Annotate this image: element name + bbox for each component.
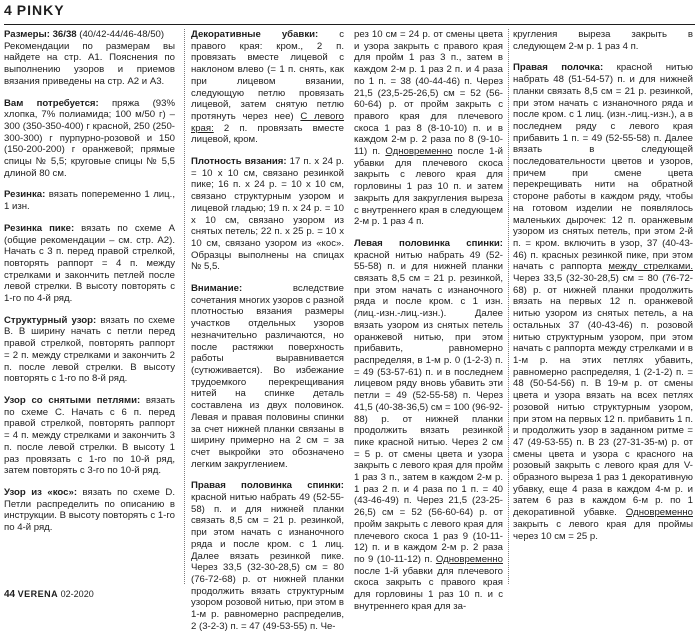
column-3 [354, 29, 503, 612]
pique-heading: Резинка пике: [4, 222, 75, 234]
column-divider [184, 29, 185, 584]
structure-text: вязать по схеме B. В ширину начать с петли перед правой стрелкой, повторять раппорт = 2 п. между стрелками и закончить 2 п. после левой стрелки. В высоту повторять с 1-го по 8-й ряд. [4, 314, 175, 385]
column-2 [191, 29, 345, 632]
rib-section [4, 189, 175, 212]
magazine-name: VERENA [17, 589, 59, 599]
between-arrows-label: между стрелками. [608, 261, 693, 273]
simultaneously-label: Одновременно [385, 146, 453, 158]
right-back-text: красной нитью набрать 49 (52-55-58) п. и для нижней планки связать 8,5 см = 21 р. резинкой, при этом начать с изнаночного ряда и после кром. с 1 лиц. Далее вязать резинкой пике. Через 33,5 (32-30-28,5) см = 80 (76-72-68) р. от нижней планки продолжить вязать структурным узором розовой нитью, при этом в 1-м р. равномерно распределив, 2 (3-2-3) п. = 47 (49-53-55) п. Че- [191, 492, 344, 632]
pattern-number: 4 [4, 2, 13, 18]
materials-text: пряжа (93% хлопка, 7% полиамида; 100 м/50 г) – 300 (350-350-400) г красной, 250 (250-300-300) г пурпурно-розовой и 150 (150-200-200) г оранжевой; прямые спицы № 5,5; круговые спицы № 5,5 длиной 80 см. [4, 97, 175, 179]
left-back-section [354, 238, 503, 613]
slip-section [4, 395, 175, 477]
column-1 [4, 29, 175, 589]
gauge-heading: Плотность вязания: [191, 156, 287, 168]
cable-heading: Узор из «кос»: [4, 486, 78, 498]
left-back-heading: Левая половинка спинки: [354, 237, 503, 249]
issue-number: 02-2020 [60, 589, 94, 599]
page-header [4, 2, 695, 26]
materials-heading: Вам потребуется: [4, 97, 99, 109]
page-number: 44 [4, 589, 16, 600]
rib-heading: Резинка: [4, 189, 46, 201]
page-footer [4, 589, 94, 600]
pattern-title: PINKY [16, 2, 65, 18]
attention-heading: Внимание: [191, 283, 243, 295]
sizes-values: (40/42-44/46-48/50) [76, 29, 165, 40]
slip-heading: Узор со снятыми петлями: [4, 394, 141, 406]
sizes-note: Рекомендации по размерам вы найдете на стр. A1. Пояснения по выполнению узоров и приемов вязания приведены на стр. A2 и A3. [4, 40, 175, 87]
decrease-left-label: С левого края: [191, 110, 344, 134]
right-front-text-2: Через 33,5 (32-30-28,5) см = 80 (76-72-68) р. от нижней планки продолжить вязать на первых 12 п. оранжевой нитью узором из снятых петель, а на остальных 37 (40-43-46) п. розовой нитью структурным узором, при этом начать с раппорта между стрелками и в 1-м р. на этих петлях убавить, равномерно распределяя, 1 (2-1-2) п. = 48 (50-54-56) п. В 19-м р. от смены цвета и узора вязать на всех петлях розовой нитью структурным узором, при этом на первых 12 п. прибавить 1 п. и продолжить узор в заданном ритме = 47 (49-53-55) п. В 23 (27-31-35-м) р. от смены цвета и узора с красного на розовый закрыть с левого края для V-образного выреза 1 раз 1 декоративную убавку, еще 4 раза в каждом 4-м р. и затем 6 раз в каждом 6-м р. по 1 декоративной убавке. [513, 273, 693, 519]
left-back-text: красной нитью набрать 49 (52-55-58) п. и для нижней планки связать 8,5 см = 21 р. резинкой, при этом начать с изнаночного ряда и после кром. с 1 изн. (лиц.-изн.-лиц.-изн.). Далее вязать узором из снятых петель оранжевой нитью, при этом прибавить, равномерно распределяя, в 1-м р. 0 (1-2-3) п. = 49 (53-57-61) п. и в последнем лицевом ряду вновь убавить эти петли = 49 (52-55-58) п. Через 41,5 (40-38-36,5) см = 100 (96-92-88) р. от нижней планки продолжить вязать резинкой пике красной нитью. Через 2 см = 5 р. от смены цвета и узора закрыть с левого края для пройм 1 раз 3 п., затем в каждом 2-м р. 1 раз 2 п. и 4 раза по 1 п. = 40 (43-46-49) п. Через 21,5 (23-25-26,5) см = 52 (56-60-64) р. от пройм закрыть с левого края для плечевого скоса 1 раз 9 (10-11-12) п. и в каждом 2-м р. 2 раза по 9 (10-11-12) п. [354, 249, 503, 565]
sizes-heading: Размеры: 36/38 [4, 29, 77, 40]
column-divider [508, 29, 509, 584]
rib-text: вязать попеременно 1 лиц., 1 изн. [4, 189, 175, 213]
column-4 [513, 29, 693, 589]
simultaneously-label: Одновременно [625, 507, 693, 519]
simultaneously-label: Одновременно [435, 553, 503, 565]
right-back-cont-text: рез 10 см = 24 р. от смены цвета и узора закрыть с правого края для пройм 1 раз 3 п., затем в каждом 2-м р. 1 раз 2 п. и 4 раза по 1 п. = 38 (40-44-46) п. Через 21,5 (23,5-25-26,5) см = 52 (56-60-64) р. от пройм закрыть с правого края для плечевого скоса 1 раз 8 (8-10-10) п. и в каждом 2-м р. 2 раза по 8 (9-10-11) п. [354, 29, 503, 158]
cable-section [4, 487, 175, 534]
decrease-text-2: 2 п. провязать вместе лицевой, кром. [191, 122, 344, 146]
right-front-text-3: закрыть с левого края для проймы через 10 см = 25 р. [513, 518, 693, 542]
decrease-text-1: с правого края: кром., 2 п. провязать вместе лицевой с наклоном влево (= 1 п. снять, как при лицевом вязании, следующую петлю провязать лицевой, затем снятую петлю протянуть через нее) [191, 29, 345, 122]
decrease-section [191, 29, 344, 146]
right-front-text-1: красной нитью набрать 48 (51-54-57) п. и для нижней планки связать 8,5 см = 21 р. резинкой, при этом начать с изнаночного ряда и после кром. с 1 лиц. (изн.-лиц.-изн.), а в последнем ряду с левого края прибавить 1 п. = 49 (52-55-58) п. Далее вязать в следующей последовательности цветов и узоров, причем при смене цвета перекрещивать нити на обратной стороне работы в каждом ряду, чтобы на готовом изделии не появлялось маленьких дырочек: 12 п. оранжевым узором из снятых петель, при этом 2-й п. = кром. включить в узор, 37 (40-43-46) п. красных резинкой пике, при этом начать с раппорта [513, 62, 693, 273]
cable-text: вязать по схеме D. Петли распределить по описанию в инструкции. В высоту повторять с 1-го по 4-й ряд. [4, 486, 175, 534]
sizes-section [4, 29, 175, 41]
left-back-text-2: после 1-й убавки для плечевого скоса закрыть с правого края для горловины 1 раз 10 п. и с внутреннего края для за- [354, 565, 503, 612]
pique-text: вязать по схеме A (общие рекомендации – см. стр. A2). Начать с 3 п. перед правой стрелкой, повторять раппорт = 4 п. между стрелками и закончить петлей после левой стрелки. В высоту повторять с 1-го по 4-й ряд. [4, 222, 175, 305]
right-back-section [191, 480, 344, 632]
materials-section [4, 98, 175, 180]
right-front-heading: Правая полочка: [513, 62, 604, 74]
right-back-heading: Правая половинка спинки: [191, 480, 344, 492]
attention-text: вследствие сочетания многих узоров с разной плотностью вязания размеры участков отдельных узоров незначительно различаются, но после растяжки поверхность работы выравнивается (сутюживается). Во избежание трудоемкого перекрещивания нитей на спинке деталь составлена из двух половинок. Левая и правая половины спинки за счет нижней планки связаны в ширину примерно на 2 см = за счет выкройки это обозначено легким закруглением. [191, 283, 345, 470]
right-front-section [513, 62, 693, 542]
pique-section [4, 223, 175, 305]
structure-heading: Структурный узор: [4, 314, 97, 326]
header-rule [4, 24, 695, 25]
structure-section [4, 315, 175, 385]
decrease-heading: Декоративные убавки: [191, 29, 319, 40]
gauge-section [191, 156, 344, 273]
gauge-text: 17 п. x 24 р. = 10 x 10 см, связано резинкой пике; 16 п. x 24 р. = 10 x 10 см, связано структурным узором и лицевой гладью; 19 п. x 24 р. = 10 x 10 см, связано узором из снятых петель; 22 п. x 25 р. = 10 x 10 см, связано узором из «кос». Образцы выполнены на спицах № 5,5. [191, 156, 344, 273]
right-back-cont-text-2: после 1-й убавки для плечевого скоса закрыть с левого края для горловины 1 раз 10 п. и затем закрыть для закругления выреза с внутреннего края в следующем 2-м р. 1 раз 4 п. [354, 146, 503, 228]
slip-text: вязать по схеме C. Начать с 6 п. перед правой стрелкой, повторять раппорт = 4 п. между стрелками и закончить 3 п. после левой стрелки. В высоту 1 раз провязать с 1-го по 10-й ряд, затем повторять с 3-го по 10-й ряд. [4, 394, 175, 477]
left-back-continued: кругления выреза закрыть в следующем 2-м р. 1 раз 4 п. [513, 29, 693, 52]
attention-section [191, 283, 344, 470]
right-back-continued [354, 29, 503, 228]
